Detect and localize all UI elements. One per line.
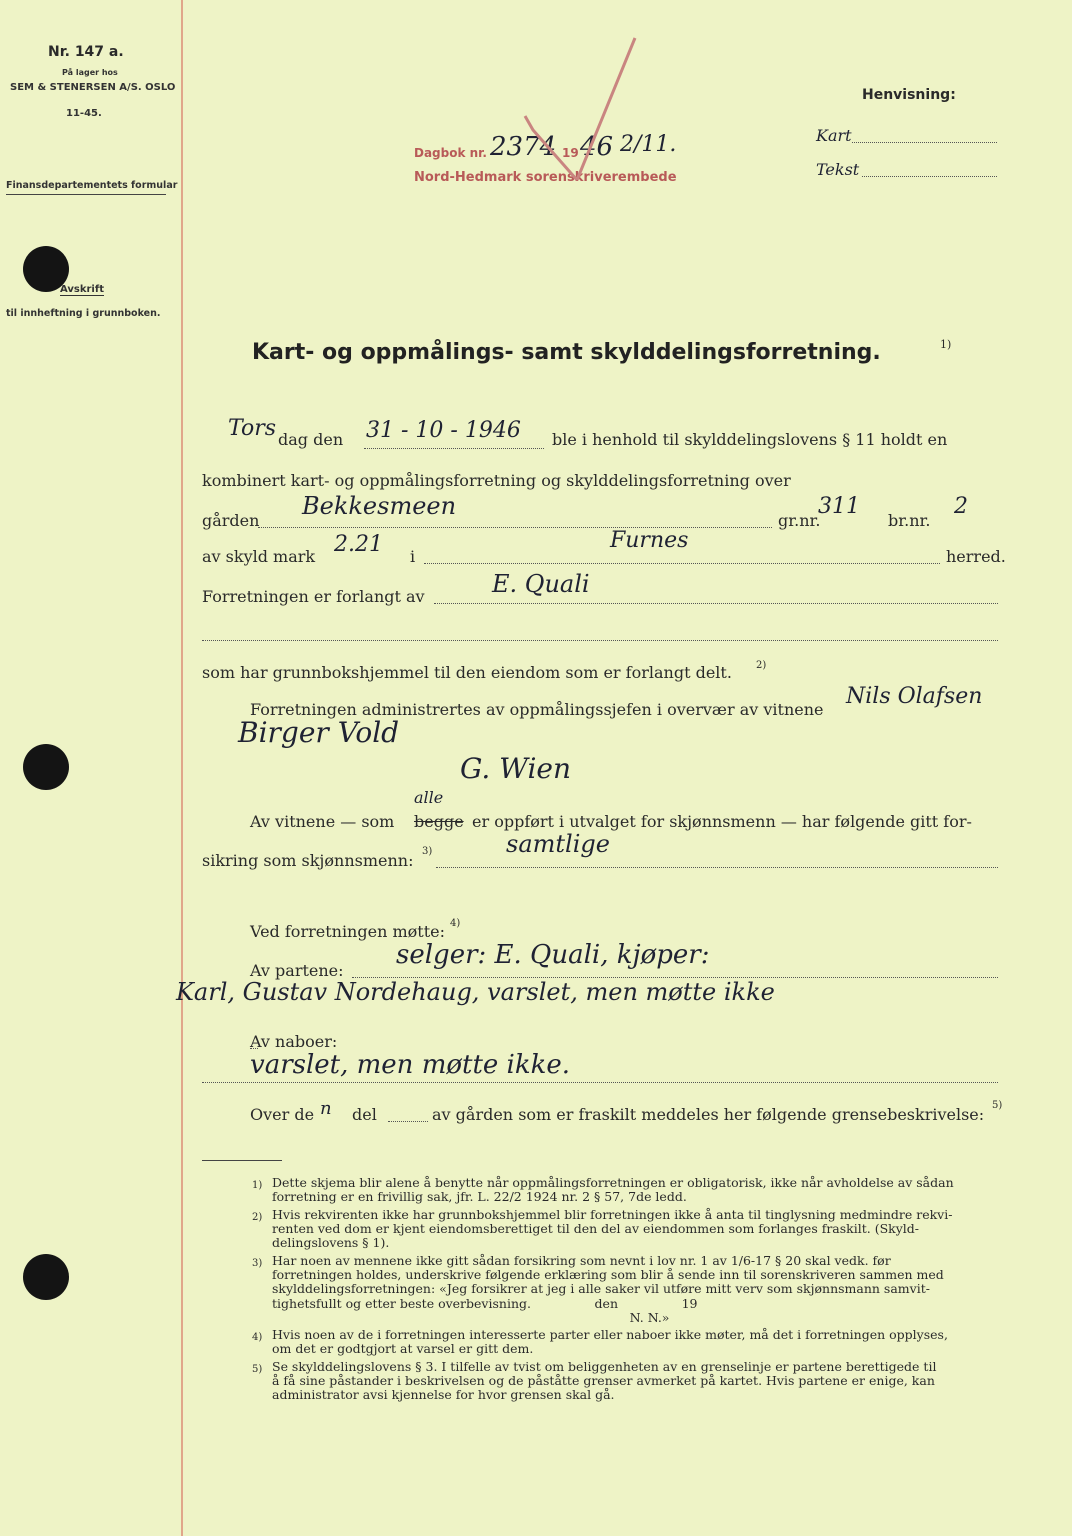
footnote-3 bbox=[272, 1254, 944, 1325]
naboer-blank-line bbox=[202, 1082, 998, 1083]
reference-tekst-line bbox=[862, 176, 997, 177]
punch-hole bbox=[23, 1254, 69, 1300]
dag-label: dag den bbox=[278, 430, 344, 449]
over-handwritten: n bbox=[320, 1098, 332, 1119]
blank-line bbox=[202, 640, 998, 641]
stamp-year: 46 bbox=[580, 132, 614, 162]
ministry-label: Finansdepartementets formular bbox=[6, 180, 178, 191]
footnote-line: Dette skjema blir alene å benytte når oppmålingsforretningen er obligatorisk, ikke når avholdelse av sådan bbox=[272, 1175, 954, 1190]
witness-1: Nils Olafsen bbox=[846, 684, 983, 709]
forsikring-line bbox=[436, 867, 998, 868]
copy-label: Avskrift bbox=[60, 284, 104, 295]
footnote-line: renten ved dom er kjent eiendomsberettiget til den del av eiendommen som forlanges fraskilt. (Skyld- bbox=[272, 1221, 920, 1237]
footnote-4-num: 4) bbox=[252, 1332, 263, 1343]
stamp-date: 2/11. bbox=[620, 132, 677, 157]
over-label: Over de bbox=[250, 1105, 315, 1124]
date-line bbox=[364, 448, 544, 449]
partene-label: Av partene: bbox=[250, 961, 344, 980]
printer-prefix: På lager hos bbox=[62, 68, 118, 77]
weekday-handwritten: Tors bbox=[228, 416, 277, 441]
naboer-line bbox=[250, 1048, 258, 1049]
forsikring-label: sikring som skjønnsmenn: bbox=[202, 851, 414, 870]
motte-note: 4) bbox=[450, 918, 461, 929]
stamp-prefix: Dagbok nr. bbox=[414, 146, 487, 160]
surveyor-name: G. Wien bbox=[460, 752, 572, 785]
grunnbok-text: som har grunnbokshjemmel til den eiendom som er forlangt delt. bbox=[202, 663, 732, 682]
title-note: 1) bbox=[940, 338, 952, 351]
footnote-5 bbox=[272, 1360, 936, 1403]
date-handwritten: 31 - 10 - 1946 bbox=[366, 418, 521, 443]
margin-rule bbox=[181, 0, 183, 1536]
vitne-text-b: er oppført i utvalget for skjønnsmenn — har følgende gitt for- bbox=[472, 812, 972, 831]
partene-value-2: Karl, Gustav Nordehaug, varslet, men møtte ikke bbox=[176, 978, 775, 1006]
naboer-label: Av naboer: bbox=[250, 1032, 338, 1051]
brnr-value: 2 bbox=[954, 494, 968, 519]
copy-note: til innheftning i grunnboken. bbox=[6, 308, 161, 319]
insertion-handwritten: alle bbox=[414, 788, 444, 807]
stamp-number: 2374 bbox=[490, 132, 557, 162]
footnote-5-num: 5) bbox=[252, 1364, 263, 1375]
grnr-value: 311 bbox=[818, 494, 860, 519]
form-line-1: ble i henhold til skylddelingslovens § 11 holdt en bbox=[552, 430, 948, 449]
footnote-3-num: 3) bbox=[252, 1258, 263, 1269]
reference-heading: Henvisning: bbox=[862, 87, 956, 103]
printer-name: SEM & STENERSEN A/S. OSLO bbox=[10, 82, 176, 93]
footnote-2-num: 2) bbox=[252, 1212, 263, 1223]
footnote-2 bbox=[272, 1208, 952, 1251]
herred-line bbox=[424, 563, 940, 564]
del-line bbox=[388, 1121, 428, 1122]
footnote-line: Se skylddelingslovens § 3. I tilfelle av tvist om beliggenheten av en grenselinje er partene berettigede til bbox=[272, 1359, 937, 1374]
stamp-mid: 19 bbox=[562, 146, 579, 160]
check-mark bbox=[515, 30, 645, 190]
farm-handwritten: Bekkesmeen bbox=[302, 492, 457, 520]
requested-line bbox=[434, 603, 998, 604]
herred-handwritten: Furnes bbox=[610, 528, 689, 553]
del-label: del bbox=[352, 1105, 377, 1124]
date-code: 11-45. bbox=[66, 108, 102, 119]
footnote-line: skylddelingsforretningen: «Jeg forsikrer at jeg i alle saker vil utføre mitt verv som skjønnsmann samvit- bbox=[272, 1281, 930, 1297]
grense-text: av gården som er fraskilt meddeles her følgende grensebeskrivelse: bbox=[432, 1105, 985, 1124]
i-label: i bbox=[410, 547, 416, 566]
brnr-label: br.nr. bbox=[888, 511, 931, 530]
requested-by: E. Quali bbox=[492, 570, 590, 598]
footnote-line: Hvis noen av de i forretningen interesserte parter eller naboer ikke møter, må det i forretningen opplyses, bbox=[272, 1327, 948, 1342]
form-number: Nr. 147 a. bbox=[48, 44, 124, 60]
reference-kart-line bbox=[852, 142, 997, 143]
footnote-divider bbox=[202, 1160, 282, 1161]
reference-tekst-label: Tekst bbox=[816, 160, 860, 179]
skyld-value: 2.21 bbox=[334, 532, 383, 557]
punch-hole bbox=[23, 744, 69, 790]
stamp-office: Nord-Hedmark sorenskriverembede bbox=[414, 170, 677, 185]
grunnbok-note: 2) bbox=[756, 660, 767, 671]
skyld-label: av skyld mark bbox=[202, 547, 316, 566]
footnote-line: om det er godtgjort at varsel er gitt dem. bbox=[272, 1341, 534, 1357]
forsikring-note: 3) bbox=[422, 846, 433, 857]
footnote-line: forretning er en frivillig sak, jfr. L. 22/2 1924 nr. 2 § 57, 7de ledd. bbox=[272, 1189, 687, 1205]
footnote-line: forretningen holdes, underskrive følgende erklæring som blir å sende inn til sorenskriveren sammen med bbox=[272, 1267, 944, 1283]
admin-text: Forretningen administrertes av oppmålingssjefen i overvær av vitnene bbox=[250, 700, 824, 719]
footnote-line: tighetsfullt og etter beste overbevisning. den 19 bbox=[272, 1295, 698, 1311]
farm-line bbox=[258, 527, 772, 528]
garden-label: gården bbox=[202, 511, 260, 530]
motte-label: Ved forretningen møtte: bbox=[250, 922, 445, 941]
herred-label: herred. bbox=[946, 547, 1006, 566]
footnote-line: Har noen av mennene ikke gitt sådan forsikring som nevnt i lov nr. 1 av 1/6-17 § 20 skal vedk. før bbox=[272, 1253, 891, 1268]
footnote-line: å få sine påstander i beskrivelsen og de påståtte grenser avmerket på kartet. Hvis partene er enige, kan bbox=[272, 1373, 935, 1389]
requested-label: Forretningen er forlangt av bbox=[202, 587, 425, 606]
footnote-line: Hvis rekvirenten ikke har grunnbokshjemmel blir forretningen ikke å anta til tinglysning medmindre rekvi- bbox=[272, 1207, 953, 1222]
form-line-2: kombinert kart- og oppmålingsforretning og skylddelingsforretning over bbox=[202, 471, 791, 490]
footnote-line: delingslovens § 1). bbox=[272, 1235, 390, 1251]
page-title: Kart- og oppmålings- samt skylddelingsforretning. bbox=[252, 340, 881, 365]
naboer-value: varslet, men møtte ikke. bbox=[250, 1050, 571, 1080]
divider bbox=[6, 194, 166, 195]
footnote-line: N. N.» bbox=[272, 1309, 670, 1325]
grnr-label: gr.nr. bbox=[778, 511, 821, 530]
footnote-4 bbox=[272, 1328, 948, 1356]
vitne-text-a: Av vitnene — som bbox=[250, 812, 395, 831]
footnote-line: administrator avsi kjennelse for hvor grensen skal gå. bbox=[272, 1387, 615, 1403]
grense-note: 5) bbox=[992, 1100, 1003, 1111]
vitne-struck: begge bbox=[414, 812, 464, 831]
reference-kart-label: Kart bbox=[816, 126, 852, 145]
footnote-1 bbox=[272, 1176, 954, 1204]
witness-2: Birger Vold bbox=[238, 716, 400, 749]
partene-value: selger: E. Quali, kjøper: bbox=[396, 940, 710, 970]
forsikring-value: samtlige bbox=[506, 830, 610, 858]
footnote-1-num: 1) bbox=[252, 1180, 263, 1191]
